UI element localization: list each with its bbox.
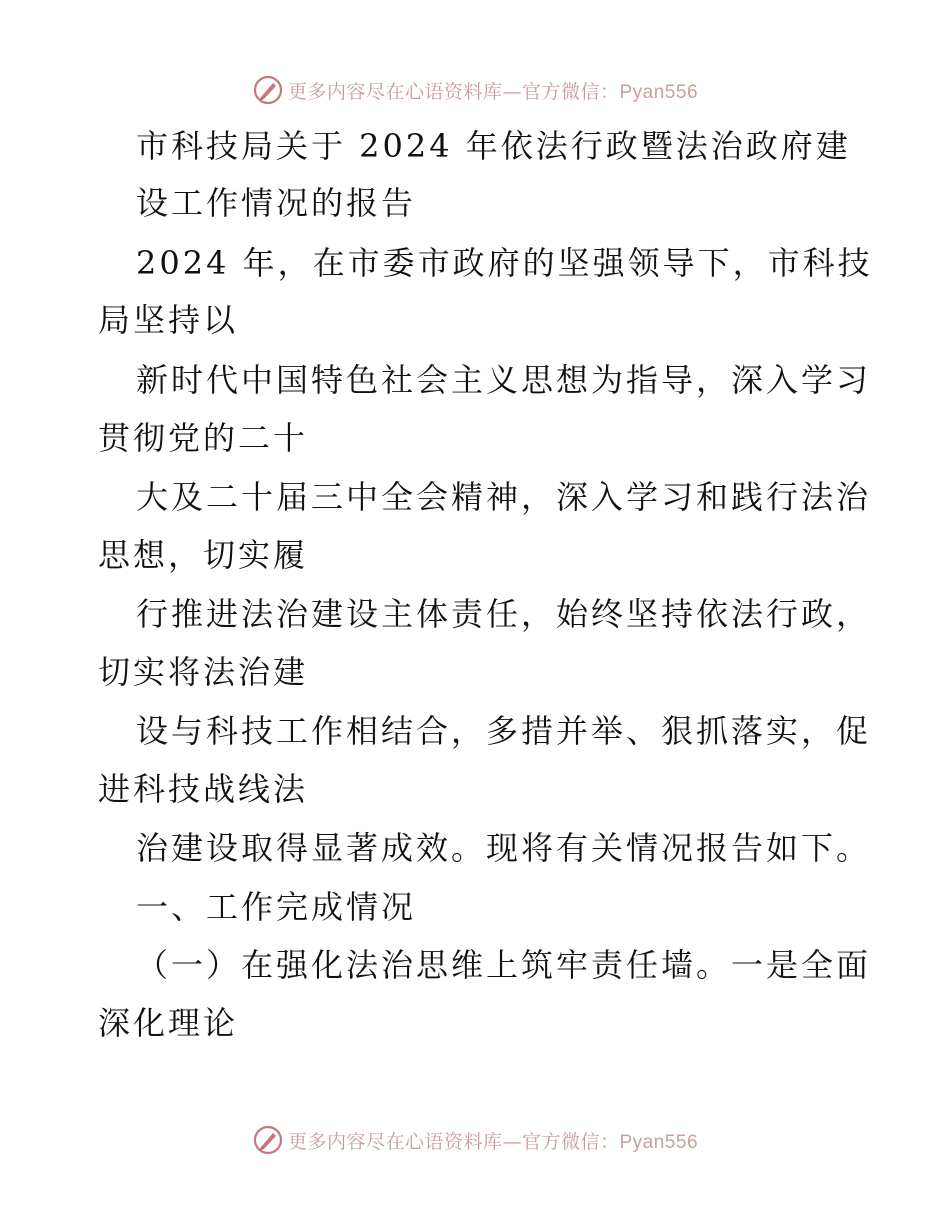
doc-title-line-1: 市科技局关于 2024 年依法行政暨法治政府建 [136,127,851,165]
paragraph-line: 贯彻党的二十 [98,419,309,457]
banner-text: 更多内容尽在心语资料库—官方微信：Pyan556 [287,80,699,103]
paragraph-line: 进科技战线法 [98,770,309,808]
section-heading: 一、工作完成情况 [136,888,417,926]
pen-logo-icon [252,1124,284,1156]
paragraph-line: 设与科技工作相结合，多措并举、狠抓落实，促 [136,712,872,750]
paragraph-line: 行推进法治建设主体责任，始终坚持依法行政， [136,595,872,633]
paragraph-line: 思想，切实履 [98,536,309,574]
paragraph-line: 新时代中国特色社会主义思想为指导，深入学习 [136,361,872,399]
footer-watermark-banner [0,1120,950,1160]
paragraph-line: 深化理论 [98,1004,239,1042]
paragraph-line: 局坚持以 [98,301,239,339]
paragraph-line: 2024 年，在市委市政府的坚强领导下，市科技 [136,244,873,282]
subsection-heading: （一）在强化法治思维上筑牢责任墙。一是全面 [136,946,872,984]
banner-text: 更多内容尽在心语资料库—官方微信：Pyan556 [287,1130,699,1153]
paragraph-line: 治建设取得显著成效。现将有关情况报告如下。 [136,829,872,867]
doc-title-line-2: 设工作情况的报告 [136,184,417,222]
paragraph-line: 切实将法治建 [98,653,309,691]
paragraph-line: 大及二十届三中全会精神，深入学习和践行法治 [136,478,872,516]
